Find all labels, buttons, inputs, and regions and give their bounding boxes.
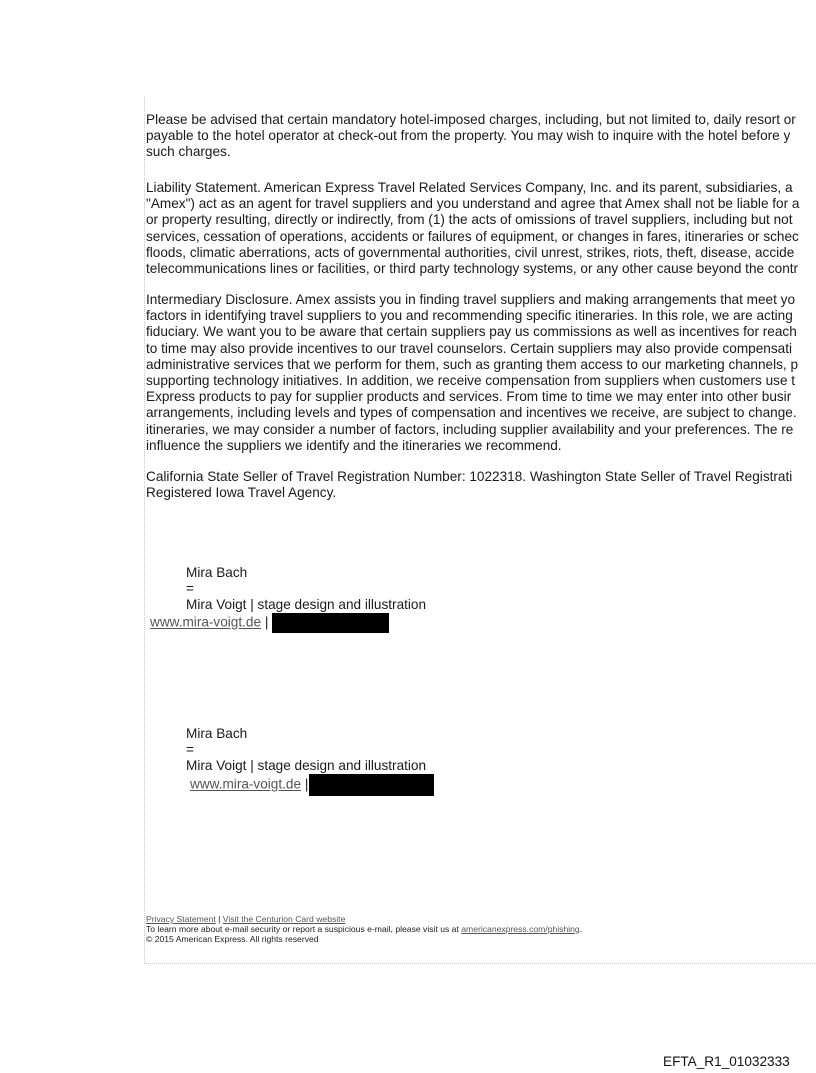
text-line: payable to the hotel operator at check-out from the property. You may wish to inquire with the hotel before y <box>146 128 791 144</box>
hotel-charges-paragraph <box>146 112 816 161</box>
security-end: . <box>579 924 583 934</box>
text-line: influence the suppliers we identify and the itineraries we recommend. <box>146 437 562 453</box>
text-line: arrangements, including levels and types of compensation and incentives we receive, are subject to change. <box>146 405 797 421</box>
signature-title: Mira Voigt | stage design and illustration <box>186 597 427 613</box>
signature-name: Mira Bach <box>186 565 248 580</box>
footer-divider: | <box>215 914 223 924</box>
security-text: To learn more about e-mail security or report a suspicious e-mail, please visit us at <box>146 924 462 934</box>
text-line: itineraries, we may consider a number of factors, including supplier availability and your preferences. The re <box>146 421 794 437</box>
privacy-statement-link[interactable]: Privacy Statement <box>146 914 216 924</box>
centurion-website-link[interactable]: Visit the Centurion Card website <box>222 914 346 924</box>
phishing-link[interactable]: americanexpress.com/phishing <box>461 924 580 934</box>
document-id-stamp: EFTA_R1_01032333 <box>663 1054 790 1069</box>
signature-name: Mira Bach <box>186 726 248 741</box>
website-link[interactable]: www.mira-voigt.de <box>190 776 302 792</box>
text-line: Intermediary Disclosure. Amex assists you in finding travel suppliers and making arrangements that meet yo <box>146 292 796 307</box>
website-link[interactable]: www.mira-voigt.de <box>150 614 262 630</box>
signature-links-1 <box>150 613 389 633</box>
signature-title: Mira Voigt | stage design and illustration <box>186 758 427 774</box>
signature-separator: = <box>186 581 194 597</box>
signature-block-2 <box>186 726 426 775</box>
text-line: or property resulting, directly or indirectly, from (1) the acts of omissions of travel suppliers, including but not <box>146 212 793 228</box>
signature-block-1 <box>186 565 426 614</box>
text-line: telecommunications lines or facilities, or third party technology systems, or any other cause beyond the contr <box>146 261 799 277</box>
text-line: Registered Iowa Travel Agency. <box>146 485 337 501</box>
text-line: administrative services that we perform for them, such as granting them access to our marketing channels, p <box>146 356 799 372</box>
footer-security-row <box>146 924 582 934</box>
text-line: Express products to pay for supplier products and services. From time to time we may enter into other busir <box>146 389 792 405</box>
text-line: California State Seller of Travel Registration Number: 1022318. Washington State Seller of Travel Registrati <box>146 469 793 484</box>
intermediary-paragraph <box>146 292 816 454</box>
email-footer <box>146 914 582 944</box>
text-line: supporting technology initiatives. In addition, we receive compensation from suppliers when customers use t <box>146 373 796 389</box>
text-line: such charges. <box>146 144 231 160</box>
redaction-box <box>309 774 434 796</box>
signature-links-2 <box>190 774 434 796</box>
pipe-separator: | <box>261 614 273 630</box>
text-line: Please be advised that certain mandatory hotel-imposed charges, including, but not limited to, daily resort or <box>146 112 796 127</box>
pipe-separator: | <box>301 776 309 792</box>
text-line: factors in identifying travel suppliers to you and recommending specific itineraries. In this role, we are acting <box>146 308 793 324</box>
registration-paragraph <box>146 469 816 501</box>
liability-paragraph <box>146 180 816 277</box>
text-line: services, cessation of operations, accidents or failures of equipment, or changes in fares, itineraries or schec <box>146 228 799 244</box>
footer-links-row <box>146 914 582 924</box>
text-line: floods, climatic aberrations, acts of governmental authorities, civil unrest, strikes, riots, theft, disease, accide <box>146 244 795 260</box>
text-line: fiduciary. We want you to be aware that certain suppliers pay us commissions as well as incentives for reach <box>146 324 797 340</box>
signature-separator: = <box>186 742 194 758</box>
text-line: "Amex") act as an agent for travel suppliers and you understand and agree that Amex shall not be liable for a <box>146 196 800 212</box>
redaction-box <box>272 613 389 633</box>
copyright: © 2015 American Express. All rights reserved <box>146 934 319 944</box>
text-line: to time may also provide incentives to our travel counselors. Certain suppliers may also provide compensati <box>146 340 793 356</box>
text-line: Liability Statement. American Express Travel Related Services Company, Inc. and its parent, subsidiaries, a <box>146 180 793 195</box>
